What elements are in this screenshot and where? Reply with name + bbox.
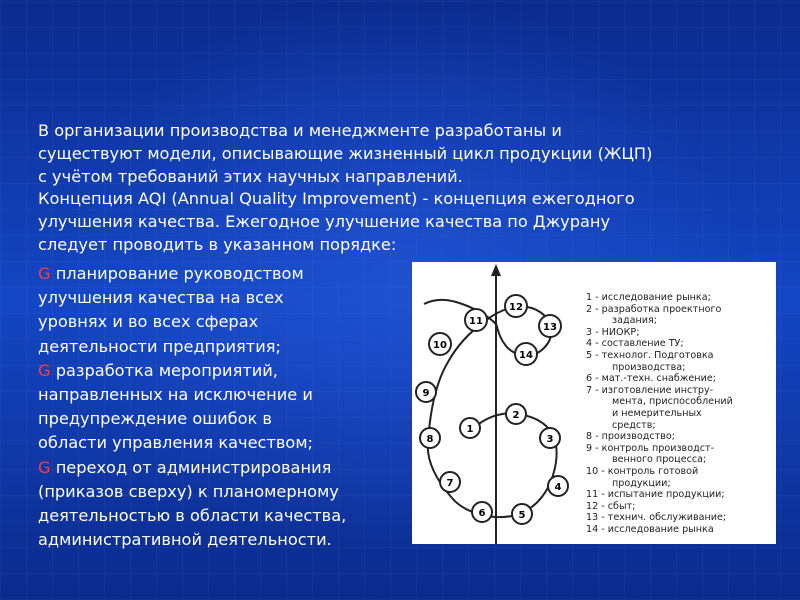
svg-text:10: 10	[433, 340, 447, 351]
svg-text:14: 14	[519, 350, 533, 361]
bullet-line: улучшения качества на всех	[38, 288, 284, 308]
bullet-line: административной деятельности.	[38, 530, 332, 550]
spiral-node	[512, 504, 532, 524]
intro-line: Концепция AQI (Annual Quality Improvement) - концепция ежегодного	[38, 189, 635, 209]
intro-line: с учётом требований этих научных направлений.	[38, 166, 463, 186]
legend-item: 2 - разработка проектного	[586, 303, 722, 315]
legend-item: 8 - производство;	[586, 431, 676, 443]
spiral-node	[460, 418, 480, 438]
spiral-node	[416, 382, 436, 402]
spiral-node	[429, 333, 451, 355]
svg-text:2: 2	[512, 410, 520, 421]
legend-item: задания;	[612, 315, 658, 327]
legend-item: 3 - НИОКР;	[586, 326, 640, 338]
bullet-line: направленных на исключение и	[38, 385, 313, 405]
legend-item: 5 - технолог. Подготовка	[586, 349, 714, 361]
legend-item: 11 - испытание продукции;	[586, 489, 725, 501]
legend-item: и немерительных	[612, 407, 702, 419]
intro-line: В организации производства и менеджменте разработаны и	[38, 121, 562, 140]
spiral-node	[465, 309, 487, 331]
legend-item: венного процесса;	[612, 454, 707, 466]
legend-item: 4 - составление ТУ;	[586, 338, 684, 350]
svg-text:12: 12	[509, 302, 523, 313]
legend-item: 6 - мат.-техн. снабжение;	[586, 373, 716, 385]
legend-item: средств;	[612, 419, 656, 431]
legend-item: 1 - исследование рынка;	[586, 292, 711, 303]
svg-text:11: 11	[469, 316, 483, 327]
spiral-node	[539, 315, 561, 337]
intro-line: существуют модели, описывающие жизненный цикл продукции (ЖЦП)	[38, 143, 653, 163]
legend-item: 10 - контроль готовой	[586, 465, 699, 477]
legend-item: 14 - исследование рынка	[586, 523, 714, 535]
bullet-list	[38, 262, 418, 552]
spiral-nodes	[416, 295, 568, 524]
bullet-marker: G	[38, 457, 51, 477]
legend-item: мента, приспособлений	[612, 396, 733, 408]
spiral-node	[506, 404, 526, 424]
quality-spiral-figure	[412, 262, 776, 544]
spiral-node	[440, 472, 460, 492]
legend-item: 9 - контроль производст-	[586, 442, 715, 454]
svg-text:4: 4	[554, 482, 562, 493]
svg-text:1: 1	[466, 424, 474, 435]
bullet-marker: G	[38, 360, 51, 380]
axis-arrow-icon	[491, 264, 501, 276]
spiral-node	[515, 343, 537, 365]
intro-line: следует проводить в указанном порядке:	[38, 234, 397, 254]
svg-text:9: 9	[422, 388, 430, 399]
svg-text:6: 6	[478, 508, 486, 519]
legend-item: продукции;	[612, 477, 671, 489]
bullet-line: деятельностью в области качества,	[38, 506, 347, 526]
bullet-line: G планирование руководством	[38, 264, 304, 283]
spiral-node	[472, 502, 492, 522]
svg-text:5: 5	[518, 510, 526, 521]
spiral-legend	[586, 292, 774, 535]
spiral-node	[505, 295, 527, 317]
spiral-node	[540, 428, 560, 448]
spiral-node	[548, 476, 568, 496]
bullet-line: деятельности предприятия;	[38, 336, 281, 356]
bullet-marker: G	[38, 264, 51, 283]
bullet-line: G разработка мероприятий,	[38, 360, 278, 380]
bullet-line: (приказов сверху) к планомерному	[38, 481, 339, 501]
legend-item: производства;	[612, 361, 686, 373]
legend-item: 7 - изготовление инстру-	[586, 384, 714, 396]
bullet-line: предупреждение ошибок в	[38, 409, 272, 429]
bullet-line: уровнях и во всех сферах	[38, 312, 259, 332]
legend-item: 13 - технич. обслуживание;	[586, 512, 727, 524]
legend-item: 12 - сбыт;	[586, 500, 636, 512]
svg-text:13: 13	[543, 322, 557, 333]
bullet-line: G переход от администрирования	[38, 457, 332, 477]
intro-line: улучшения качества. Ежегодное улучшение качества по Джурану	[38, 212, 611, 232]
intro-paragraph	[38, 120, 768, 257]
svg-text:8: 8	[426, 434, 434, 445]
svg-text:3: 3	[546, 434, 554, 445]
svg-text:7: 7	[446, 478, 454, 489]
spiral-node	[420, 428, 440, 448]
bullet-line: области управления качеством;	[38, 433, 313, 453]
